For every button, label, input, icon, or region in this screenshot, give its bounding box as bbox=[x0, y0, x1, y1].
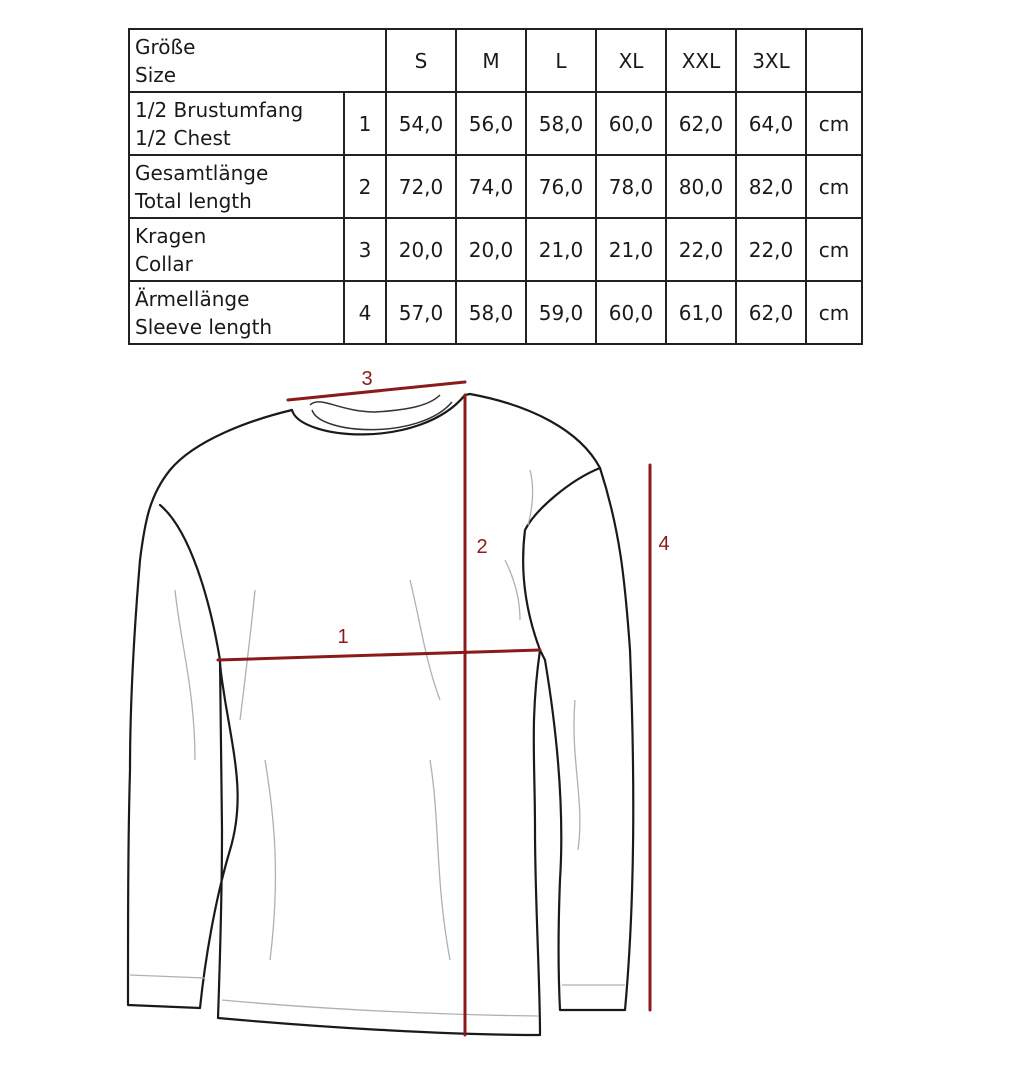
row-label-de: Gesamtlänge bbox=[135, 160, 269, 185]
cell-value: 61,0 bbox=[666, 281, 736, 344]
row-unit: cm bbox=[806, 218, 862, 281]
fold-line bbox=[430, 760, 450, 960]
chest-measure-line bbox=[218, 650, 540, 660]
cell-value: 72,0 bbox=[386, 155, 456, 218]
row-unit: cm bbox=[806, 281, 862, 344]
cell-value: 59,0 bbox=[526, 281, 596, 344]
fold-line bbox=[410, 580, 440, 700]
collar-detail bbox=[310, 395, 452, 430]
cell-value: 57,0 bbox=[386, 281, 456, 344]
fold-line bbox=[265, 760, 275, 960]
cell-value: 22,0 bbox=[666, 218, 736, 281]
fold-line bbox=[574, 700, 580, 850]
shirt-outline bbox=[128, 394, 633, 1035]
row-number: 4 bbox=[344, 281, 386, 344]
row-number: 2 bbox=[344, 155, 386, 218]
cell-value: 80,0 bbox=[666, 155, 736, 218]
measurement-labels bbox=[337, 368, 669, 648]
row-unit: cm bbox=[806, 92, 862, 155]
cell-value: 22,0 bbox=[736, 218, 806, 281]
row-label-en: Collar bbox=[135, 251, 193, 276]
size-s: S bbox=[386, 29, 456, 92]
row-label-de: 1/2 Brustumfang bbox=[135, 97, 304, 122]
cell-value: 20,0 bbox=[386, 218, 456, 281]
row-label-de: Kragen bbox=[135, 223, 207, 248]
row-number: 3 bbox=[344, 218, 386, 281]
collar-back bbox=[312, 402, 452, 430]
cell-value: 21,0 bbox=[596, 218, 666, 281]
cell-value: 62,0 bbox=[666, 92, 736, 155]
fold-line bbox=[175, 590, 195, 760]
row-number: 1 bbox=[344, 92, 386, 155]
shirt-body-outline bbox=[128, 394, 633, 1035]
size-m: M bbox=[456, 29, 526, 92]
hem-stitch bbox=[222, 1000, 538, 1016]
cell-value: 20,0 bbox=[456, 218, 526, 281]
size-xxl: XXL bbox=[666, 29, 736, 92]
row-unit: cm bbox=[806, 155, 862, 218]
right-armhole bbox=[523, 468, 600, 650]
label-sleeve: 4 bbox=[658, 533, 670, 555]
cell-value: 60,0 bbox=[596, 281, 666, 344]
cell-value: 56,0 bbox=[456, 92, 526, 155]
size-xl: XL bbox=[596, 29, 666, 92]
cell-value: 58,0 bbox=[456, 281, 526, 344]
collar-inner bbox=[310, 395, 440, 412]
fold-line bbox=[528, 470, 533, 525]
left-armhole bbox=[160, 505, 220, 660]
cell-value: 54,0 bbox=[386, 92, 456, 155]
row-label-en: 1/2 Chest bbox=[135, 125, 231, 150]
label-chest: 1 bbox=[337, 626, 349, 648]
label-collar: 3 bbox=[361, 368, 373, 390]
neckline-outer bbox=[292, 394, 470, 434]
cell-value: 21,0 bbox=[526, 218, 596, 281]
cell-value: 82,0 bbox=[736, 155, 806, 218]
size-l: L bbox=[526, 29, 596, 92]
size-label-de: Größe bbox=[135, 34, 196, 59]
label-length: 2 bbox=[476, 536, 488, 558]
cell-value: 58,0 bbox=[526, 92, 596, 155]
fold-line bbox=[505, 560, 520, 620]
cell-value: 60,0 bbox=[596, 92, 666, 155]
cell-value: 74,0 bbox=[456, 155, 526, 218]
row-label-de: Ärmellänge bbox=[135, 286, 250, 311]
cell-value: 78,0 bbox=[596, 155, 666, 218]
size-label-en: Size bbox=[135, 62, 177, 87]
cuff-stitch-left bbox=[130, 975, 205, 978]
size-3xl: 3XL bbox=[736, 29, 806, 92]
row-label-en: Total length bbox=[135, 188, 252, 213]
row-label-en: Sleeve length bbox=[135, 314, 273, 339]
fold-line bbox=[240, 590, 255, 720]
cell-value: 76,0 bbox=[526, 155, 596, 218]
cell-value: 64,0 bbox=[736, 92, 806, 155]
cell-value: 62,0 bbox=[736, 281, 806, 344]
measurement-lines bbox=[218, 382, 650, 1035]
fabric-folds bbox=[130, 470, 625, 1016]
